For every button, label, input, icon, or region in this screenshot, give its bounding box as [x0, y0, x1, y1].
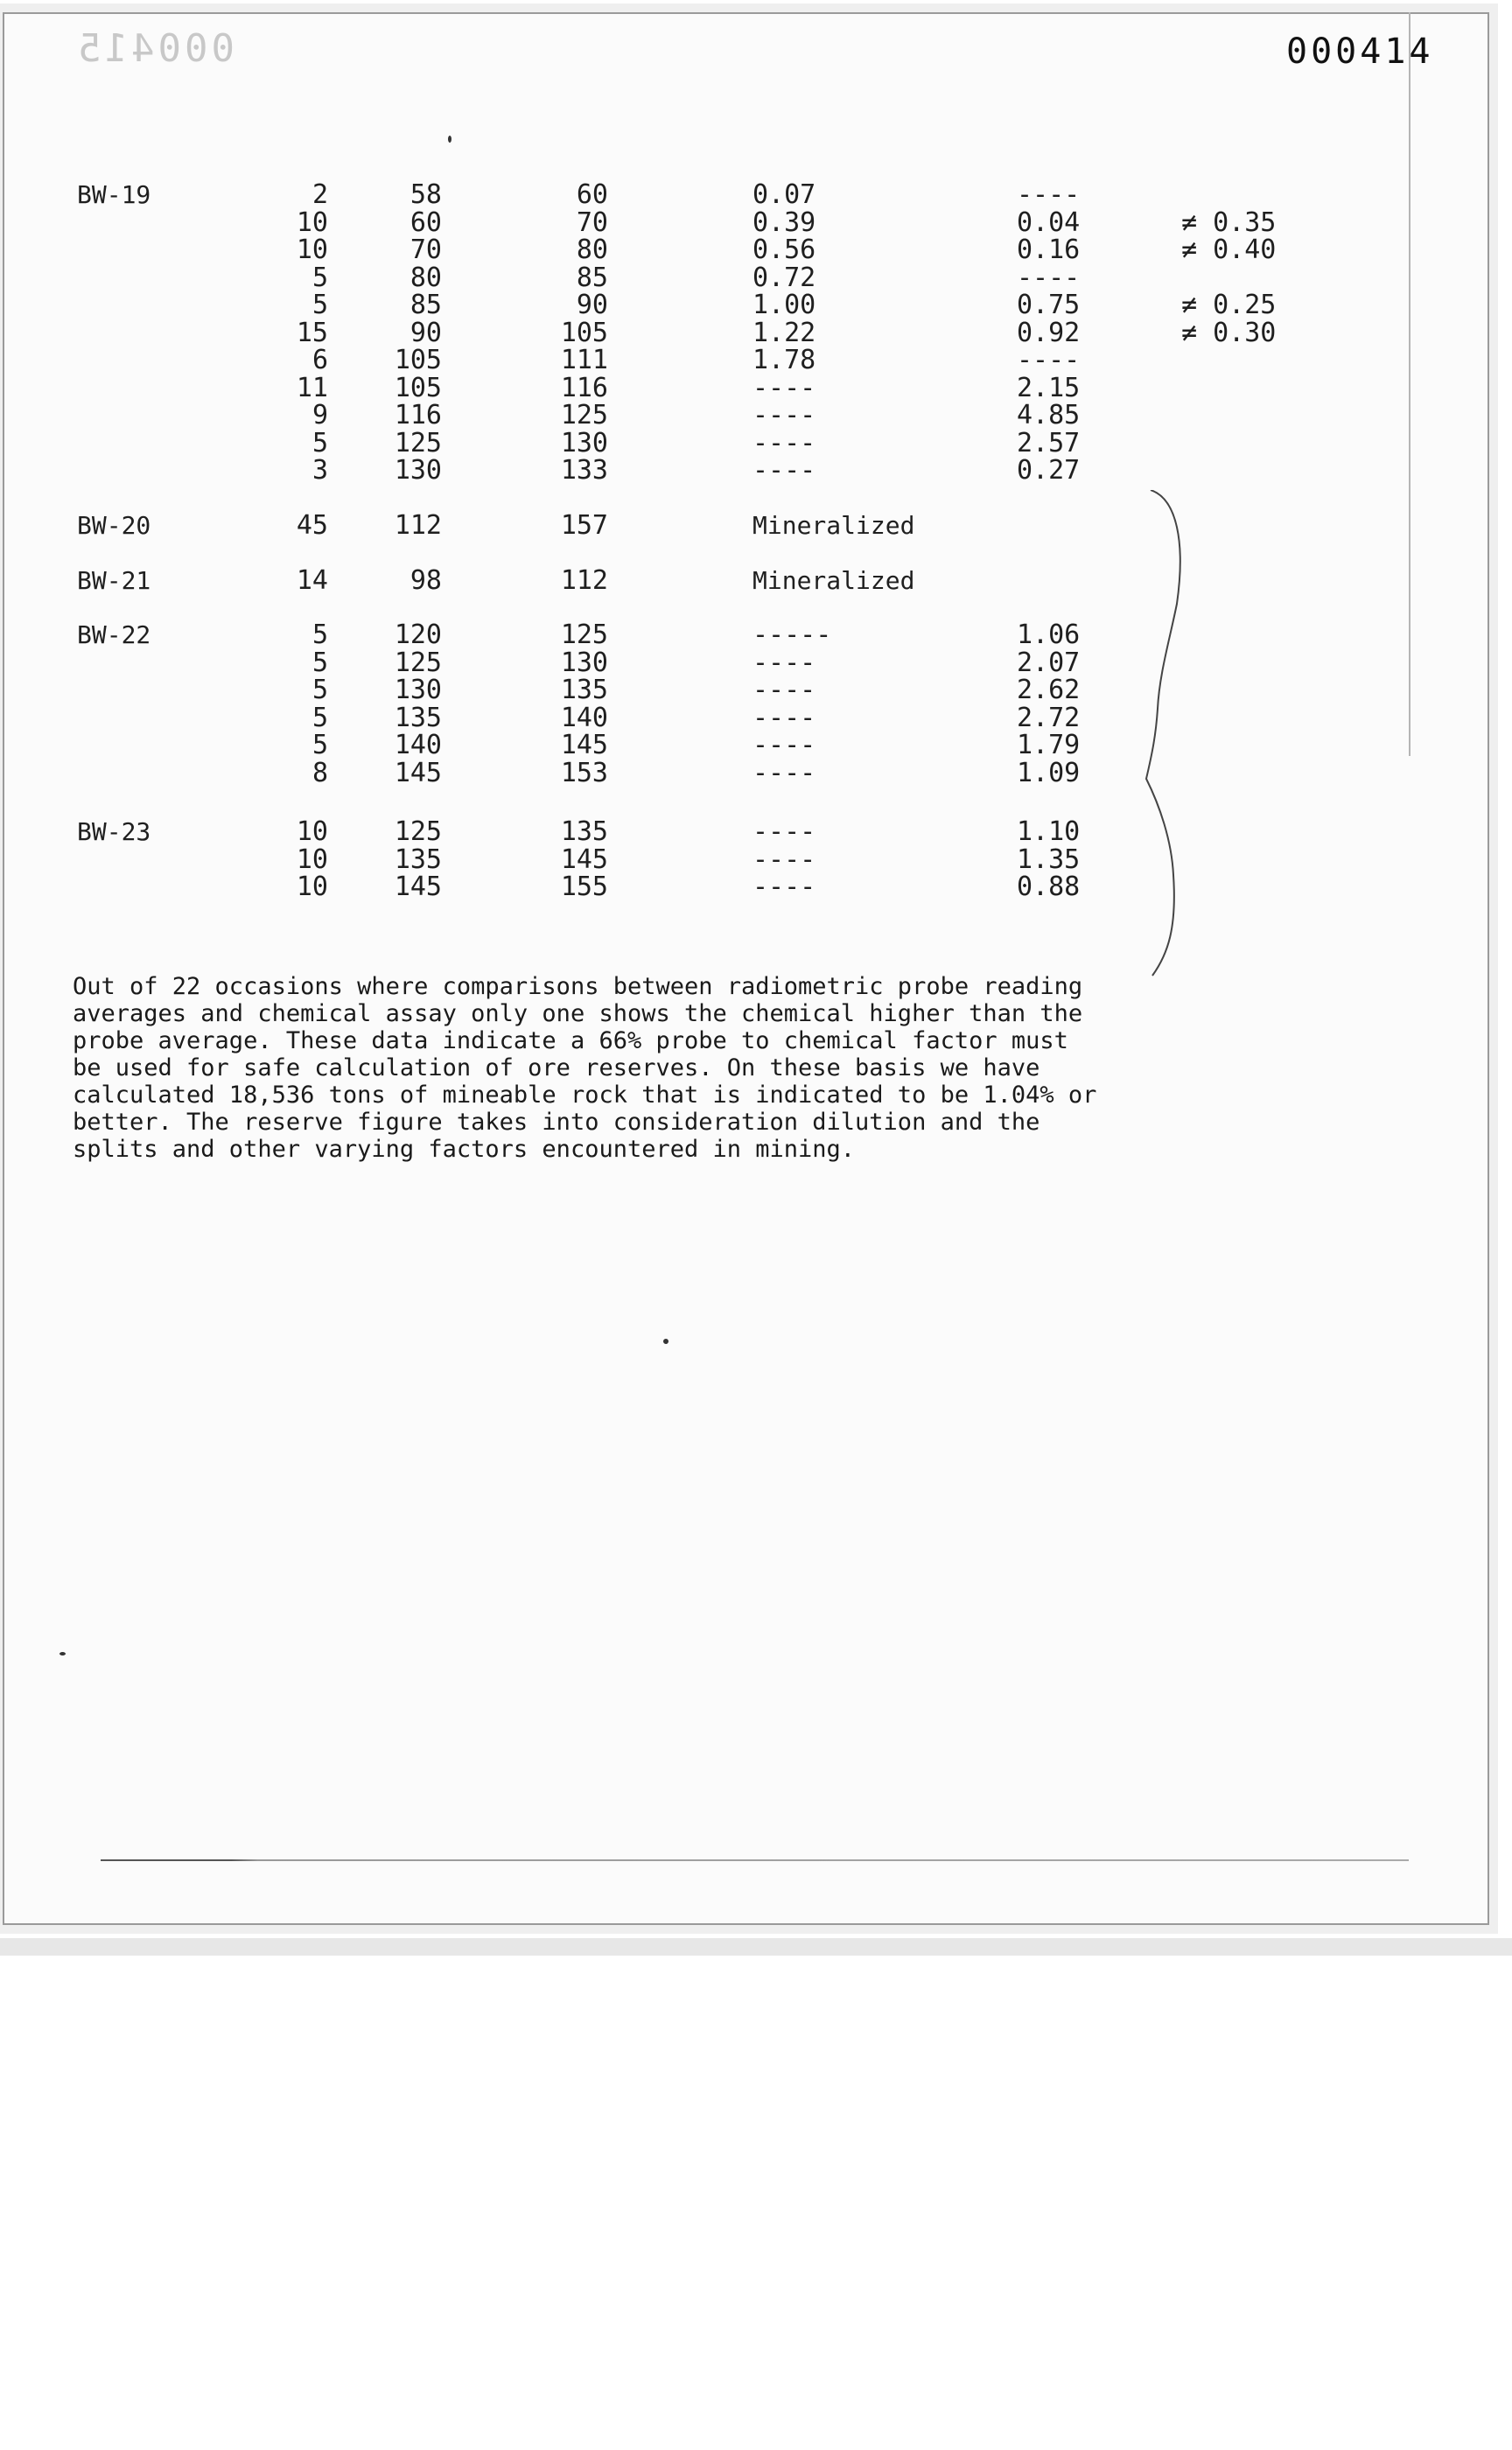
interval-length: 3: [312, 455, 328, 486]
interval-length: 10: [296, 234, 328, 265]
depth-from: 120: [394, 620, 442, 650]
chemical-assay: 0.27: [1017, 455, 1081, 486]
chemical-assay: ----: [1017, 179, 1081, 210]
probe-average: 0.39: [752, 206, 816, 238]
chemical-assay: 0.92: [1017, 317, 1081, 348]
depth-to: 145: [560, 844, 608, 875]
probe-average: ----: [752, 730, 816, 760]
hole-label: BW-20: [77, 511, 151, 540]
probe-average: -----: [752, 620, 832, 650]
depth-from: 58: [410, 179, 442, 210]
depth-to: 116: [560, 372, 608, 403]
chemical-assay: 0.88: [1017, 872, 1081, 902]
probe-average: ----: [752, 816, 816, 847]
depth-to: 70: [576, 206, 608, 238]
depth-to: 111: [560, 345, 608, 375]
chemical-assay: ----: [1017, 345, 1081, 375]
depth-from: 105: [394, 345, 442, 375]
probe-average: ----: [752, 757, 816, 788]
chemical-assay: 2.15: [1017, 372, 1081, 403]
summary-line: calculated 18,536 tons of mineable rock that is indicated to be 1.04% or: [73, 1082, 1097, 1109]
chemical-assay: ----: [1017, 262, 1081, 293]
difference-note: ≠ 0.35: [1181, 206, 1277, 238]
depth-to: 133: [560, 455, 608, 486]
ink-speck: [60, 1652, 66, 1656]
hole-label: BW-21: [77, 566, 151, 595]
difference-note: ≠ 0.40: [1181, 234, 1277, 265]
interval-length: 6: [312, 345, 328, 375]
probe-average: ----: [752, 702, 816, 733]
chemical-assay: 4.85: [1017, 400, 1081, 430]
depth-to: 155: [560, 872, 608, 902]
interval-length: 8: [312, 757, 328, 788]
chemical-assay: 0.75: [1017, 290, 1081, 320]
page-fold-line: [1409, 12, 1410, 756]
summary-line: Out of 22 occasions where comparisons between radiometric probe reading: [73, 973, 1083, 1000]
depth-to: 112: [560, 565, 608, 596]
summary-line: be used for safe calculation of ore reserves. On these basis we have: [73, 1054, 1040, 1082]
ink-speck: [663, 1339, 668, 1344]
depth-from: 112: [394, 510, 442, 541]
interval-length: 5: [312, 675, 328, 705]
interval-length: 5: [312, 262, 328, 293]
probe-average: 0.72: [752, 262, 816, 293]
depth-to: 130: [560, 647, 608, 678]
probe-average: ----: [752, 844, 816, 875]
interval-length: 15: [296, 317, 328, 348]
interval-length: 10: [296, 844, 328, 875]
chemical-assay: 2.72: [1017, 702, 1081, 733]
depth-to: 130: [560, 427, 608, 458]
chemical-assay: 1.09: [1017, 757, 1081, 788]
summary-line: better. The reserve figure takes into consideration dilution and the: [73, 1109, 1040, 1136]
chemical-assay: 2.57: [1017, 427, 1081, 458]
probe-average: ----: [752, 427, 816, 458]
page-number: 000414: [1286, 32, 1434, 72]
footer-rule: [101, 1859, 1409, 1861]
hole-label: BW-23: [77, 817, 151, 846]
depth-to: 145: [560, 730, 608, 760]
depth-from: 145: [394, 757, 442, 788]
depth-from: 116: [394, 400, 442, 430]
probe-average: ----: [752, 647, 816, 678]
chemical-assay: 0.16: [1017, 234, 1081, 265]
hole-label: BW-19: [77, 180, 151, 209]
difference-note: ≠ 0.30: [1181, 317, 1277, 348]
chemical-assay: 1.79: [1017, 730, 1081, 760]
depth-to: 105: [560, 317, 608, 348]
depth-from: 85: [410, 290, 442, 320]
interval-length: 10: [296, 816, 328, 847]
probe-average: 1.00: [752, 290, 816, 320]
summary-paragraph: [73, 973, 1280, 1163]
summary-line: splits and other varying factors encountered in mining.: [73, 1136, 856, 1163]
chemical-assay: 0.04: [1017, 206, 1081, 238]
interval-length: 10: [296, 872, 328, 902]
interval-length: 5: [312, 290, 328, 320]
interval-length: 14: [296, 565, 328, 596]
interval-length: 5: [312, 730, 328, 760]
probe-average: 1.22: [752, 317, 816, 348]
chemical-assay: 1.06: [1017, 620, 1081, 650]
depth-to: 135: [560, 675, 608, 705]
depth-to: 140: [560, 702, 608, 733]
depth-to: 135: [560, 816, 608, 847]
depth-to: 157: [560, 510, 608, 541]
probe-average: Mineralized: [752, 566, 915, 595]
interval-length: 5: [312, 427, 328, 458]
probe-average: Mineralized: [752, 511, 915, 540]
probe-average: 0.07: [752, 179, 816, 210]
depth-to: 90: [576, 290, 608, 320]
depth-from: 135: [394, 702, 442, 733]
probe-average: ----: [752, 400, 816, 430]
depth-from: 98: [410, 565, 442, 596]
depth-from: 70: [410, 234, 442, 265]
interval-length: 11: [296, 372, 328, 403]
depth-to: 80: [576, 234, 608, 265]
depth-to: 85: [576, 262, 608, 293]
depth-from: 145: [394, 872, 442, 902]
probe-average: ----: [752, 455, 816, 486]
depth-from: 80: [410, 262, 442, 293]
depth-from: 90: [410, 317, 442, 348]
chemical-assay: 1.10: [1017, 816, 1081, 847]
depth-to: 60: [576, 179, 608, 210]
interval-length: 2: [312, 179, 328, 210]
chemical-assay: 2.07: [1017, 647, 1081, 678]
summary-line: averages and chemical assay only one shows the chemical higher than the: [73, 1000, 1083, 1027]
interval-length: 45: [296, 510, 328, 541]
probe-average: 1.78: [752, 345, 816, 375]
summary-line: probe average. These data indicate a 66% probe to chemical factor must: [73, 1027, 1068, 1054]
depth-from: 105: [394, 372, 442, 403]
interval-length: 5: [312, 702, 328, 733]
handwritten-bracket: [1142, 490, 1194, 980]
depth-from: 140: [394, 730, 442, 760]
bleed-through-page-number: 000415: [74, 26, 234, 71]
probe-average: ----: [752, 372, 816, 403]
chemical-assay: 1.35: [1017, 844, 1081, 875]
depth-from: 60: [410, 206, 442, 238]
hole-label: BW-22: [77, 620, 151, 649]
depth-from: 125: [394, 816, 442, 847]
ink-speck: [448, 136, 452, 143]
interval-length: 5: [312, 620, 328, 650]
probe-average: ----: [752, 675, 816, 705]
interval-length: 10: [296, 206, 328, 238]
difference-note: ≠ 0.25: [1181, 290, 1277, 320]
chemical-assay: 2.62: [1017, 675, 1081, 705]
depth-from: 130: [394, 455, 442, 486]
interval-length: 9: [312, 400, 328, 430]
depth-from: 135: [394, 844, 442, 875]
probe-average: ----: [752, 872, 816, 902]
depth-from: 130: [394, 675, 442, 705]
depth-to: 125: [560, 620, 608, 650]
depth-to: 125: [560, 400, 608, 430]
depth-from: 125: [394, 647, 442, 678]
page-shadow-band: [0, 1938, 1512, 1956]
probe-average: 0.56: [752, 234, 816, 265]
depth-to: 153: [560, 757, 608, 788]
depth-from: 125: [394, 427, 442, 458]
interval-length: 5: [312, 647, 328, 678]
